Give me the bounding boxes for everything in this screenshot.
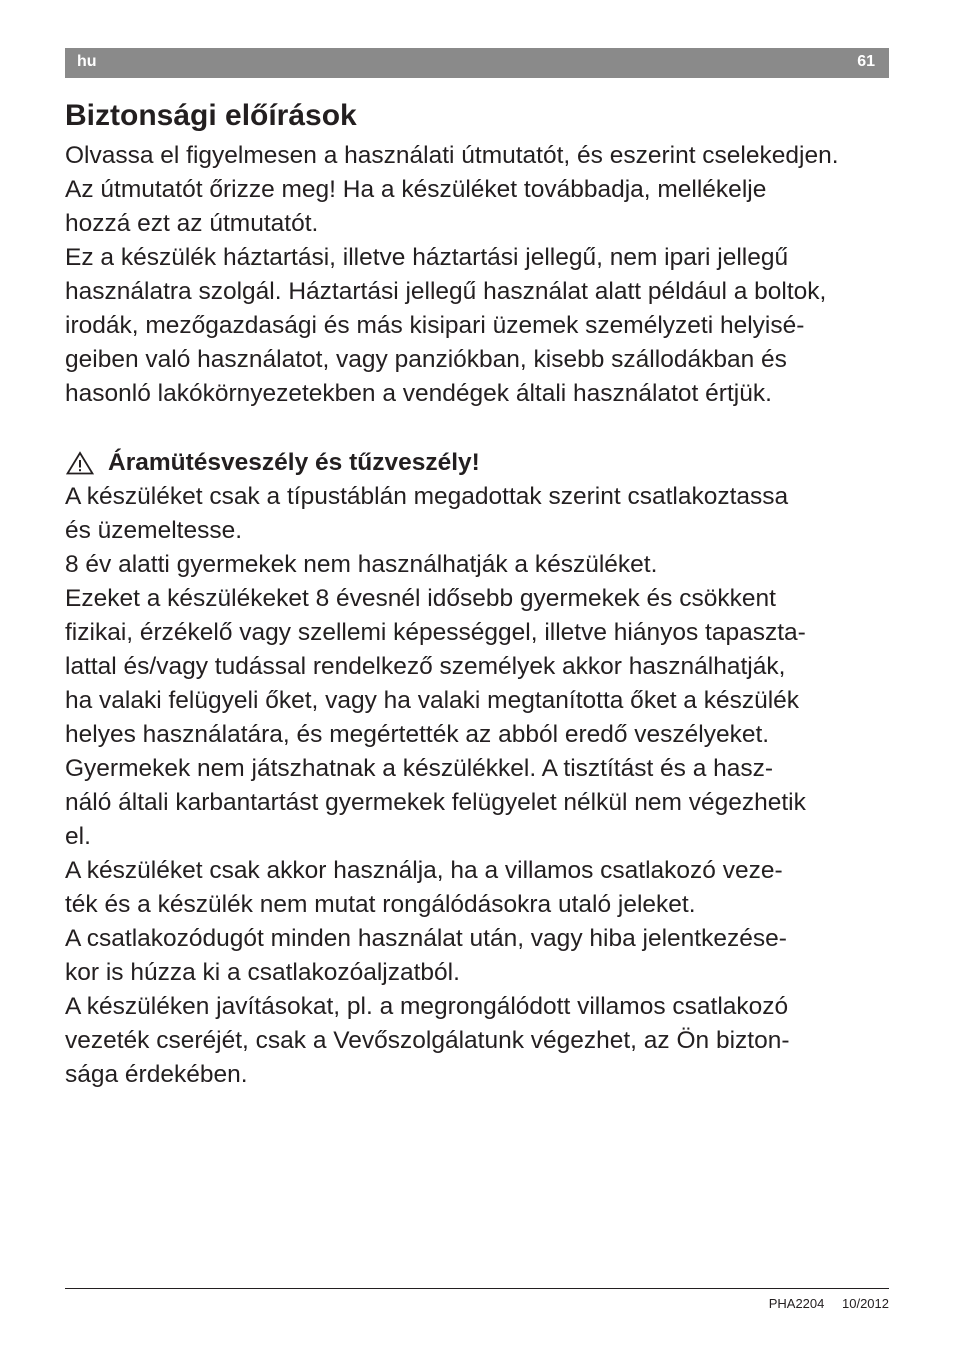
page-number: 61 [857, 53, 875, 70]
warning-block [65, 446, 895, 1092]
text-line: irodák, mezőgazdasági és más kisipari üzemek személyzeti helyisé- [65, 312, 805, 339]
page-footer [769, 1296, 889, 1311]
language-code: hu [77, 53, 97, 70]
publication-date: 10/2012 [842, 1296, 889, 1311]
warning-heading [65, 446, 895, 480]
text-line: náló általi karbantartást gyermekek felügyelet nélkül nem végezhetik [65, 789, 806, 816]
text-line: lattal és/vagy tudással rendelkező személyek akkor használhatják, [65, 653, 786, 680]
text-line: használatra szolgál. Háztartási jellegű használat alatt például a boltok, [65, 278, 827, 305]
section-title: Biztonsági előírások [65, 99, 357, 132]
text-line: A csatlakozódugót minden használat után, vagy hiba jelentkezése- [65, 925, 787, 952]
text-line: el. [65, 823, 91, 850]
text-line: Ez a készülék háztartási, illetve háztartási jellegű, nem ipari jellegű [65, 244, 789, 271]
text-line: hasonló lakókörnyezetekben a vendégek általi használatot értjük. [65, 380, 772, 407]
text-line: sága érdekében. [65, 1061, 248, 1088]
warning-title: Áramütésveszély és tűzveszély! [108, 449, 480, 476]
text-line: A készüléken javításokat, pl. a megrongálódott villamos csatlakozó [65, 993, 789, 1020]
text-line: A készüléket csak akkor használja, ha a villamos csatlakozó veze- [65, 857, 783, 884]
text-line: hozzá ezt az útmutatót. [65, 210, 319, 237]
text-line: és üzemeltesse. [65, 517, 243, 544]
text-line: Olvassa el figyelmesen a használati útmutatót, és eszerint cselekedjen. [65, 142, 839, 169]
text-line: vezeték cseréjét, csak a Vevőszolgálatunk végezhet, az Ön bizton- [65, 1027, 790, 1054]
text-line: Gyermekek nem játszhatnak a készülékkel. A tisztítást és a hasz- [65, 755, 774, 782]
text-line: fizikai, érzékelő vagy szellemi képességgel, illetve hiányos tapaszta- [65, 619, 806, 646]
text-line: geiben való használatot, vagy panziókban, kisebb szállodákban és [65, 346, 787, 373]
intro-paragraph [65, 139, 895, 411]
text-line: Ezeket a készülékeket 8 évesnél idősebb gyermekek és csökkent [65, 585, 776, 612]
warning-triangle-icon [65, 451, 108, 475]
footer-divider [65, 1288, 889, 1289]
text-line: kor is húzza ki a csatlakozóaljzatból. [65, 959, 460, 986]
text-line: A készüléket csak a típustáblán megadottak szerint csatlakoztassa [65, 483, 789, 510]
page-header-bar [65, 48, 889, 78]
text-line: helyes használatára, és megértették az abból eredő veszélyeket. [65, 721, 770, 748]
text-line: 8 év alatti gyermekek nem használhatják a készüléket. [65, 551, 658, 578]
text-line: ték és a készülék nem mutat rongálódásokra utaló jeleket. [65, 891, 696, 918]
text-line: Az útmutatót őrizze meg! Ha a készüléket továbbadja, mellékelje [65, 176, 767, 203]
model-code: PHA2204 [768, 1296, 825, 1311]
text-line: ha valaki felügyeli őket, vagy ha valaki megtanította őket a készülék [65, 687, 800, 714]
